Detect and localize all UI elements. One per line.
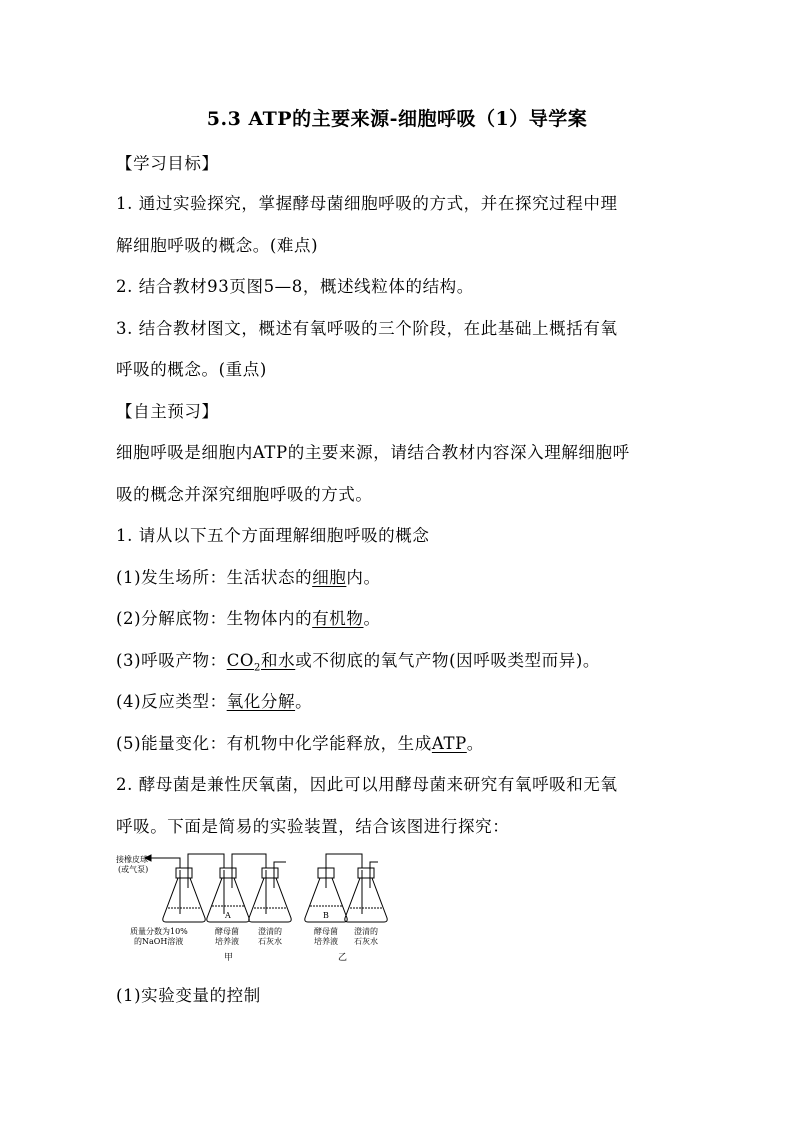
yeast-b-label-1: 酵母菌 <box>314 927 338 936</box>
item-5 <box>116 730 484 754</box>
item-3-answer-water: 和水 <box>261 651 296 670</box>
group-jia-label: 甲 <box>224 953 234 963</box>
naoh-label-1: 质量分数为10% <box>130 927 188 936</box>
naoh-label-2: 的NaOH溶液 <box>134 937 184 946</box>
page-title: 5.3 ATP的主要来源-细胞呼吸（1）导学案 <box>206 108 588 130</box>
item-1-answer: 细胞 <box>312 568 347 587</box>
co2-subscript: 2 <box>254 662 262 674</box>
item-4-suffix: 。 <box>295 692 313 711</box>
goal-1-line-2: 解细胞呼吸的概念。(难点) <box>116 236 319 255</box>
item-4-answer: 氧化分解 <box>226 692 296 711</box>
limewater-yi-label-1: 澄清的 <box>354 927 378 936</box>
group-yi-label: 乙 <box>338 953 348 963</box>
item-1-prefix: (1)发生场所：生活状态的 <box>116 568 313 587</box>
item-3-answer <box>226 651 296 674</box>
item-2 <box>116 605 381 629</box>
item-3 <box>116 647 600 673</box>
yeast-a-label-2: 培养液 <box>215 937 239 946</box>
flask-a-letter: A <box>225 911 231 920</box>
limewater-jia-label-2: 石灰水 <box>258 937 282 946</box>
co2-text: CO <box>226 651 255 670</box>
item-1 <box>116 564 381 588</box>
limewater-yi-label-2: 石灰水 <box>354 937 378 946</box>
question-2-line-2: 呼吸。下面是简易的实验装置，结合该图进行探究： <box>116 817 510 836</box>
item-5-answer: ATP <box>431 734 467 753</box>
section-heading-preview: 【自主预习】 <box>116 402 219 421</box>
item-5-prefix: (5)能量变化：有机物中化学能释放，生成 <box>116 734 432 753</box>
item-2-answer: 有机物 <box>312 609 364 628</box>
item-2-suffix: 。 <box>363 609 381 628</box>
flask-b-letter: B <box>323 911 329 920</box>
intro-line-2: 吸的概念并深究细胞呼吸的方式。 <box>116 485 373 504</box>
pump-label-1: 接橡皮球 <box>116 855 148 864</box>
yeast-a-label-1: 酵母菌 <box>215 927 239 936</box>
experiment-apparatus-diagram <box>116 848 396 966</box>
goal-3-line-2: 呼吸的概念。(重点) <box>116 360 267 379</box>
item-3-suffix: 或不彻底的氧气产物(因呼吸类型而异)。 <box>295 651 600 670</box>
subsection-1: (1)实验变量的控制 <box>116 986 261 1005</box>
section-heading-goals: 【学习目标】 <box>116 154 219 173</box>
item-1-suffix: 内。 <box>346 568 381 587</box>
tube-1-2 <box>188 854 224 870</box>
limewater-jia-label-1: 澄清的 <box>258 927 282 936</box>
goal-1-line-1: 1. 通过实验探究，掌握酵母菌细胞呼吸的方式，并在探究过程中理 <box>116 194 618 213</box>
item-2-prefix: (2)分解底物：生物体内的 <box>116 609 313 628</box>
goal-2: 2. 结合教材93页图5—8，概述线粒体的结构。 <box>116 277 474 296</box>
flask-naoh <box>163 868 205 922</box>
outlet-tube-jia <box>274 862 286 870</box>
question-1: 1. 请从以下五个方面理解细胞呼吸的概念 <box>116 526 430 545</box>
item-4-prefix: (4)反应类型： <box>116 692 227 711</box>
flask-limewater-jia <box>249 868 291 922</box>
question-2-line-1: 2. 酵母菌是兼性厌氧菌，因此可以用酵母菌来研究有氧呼吸和无氧 <box>116 775 618 794</box>
pump-label-2: (或气泵) <box>118 865 149 874</box>
intro-line-1: 细胞呼吸是细胞内ATP的主要来源，请结合教材内容深入理解细胞呼 <box>116 443 630 462</box>
item-5-suffix: 。 <box>466 734 484 753</box>
item-4 <box>116 688 312 712</box>
goal-3-line-1: 3. 结合教材图文，概述有氧呼吸的三个阶段，在此基础上概括有氧 <box>116 319 618 338</box>
yeast-b-label-2: 培养液 <box>314 937 338 946</box>
tube-2-3 <box>232 854 266 870</box>
flask-limewater-yi <box>345 868 387 922</box>
item-3-prefix: (3)呼吸产物： <box>116 651 227 670</box>
inlet-tube <box>174 858 180 868</box>
